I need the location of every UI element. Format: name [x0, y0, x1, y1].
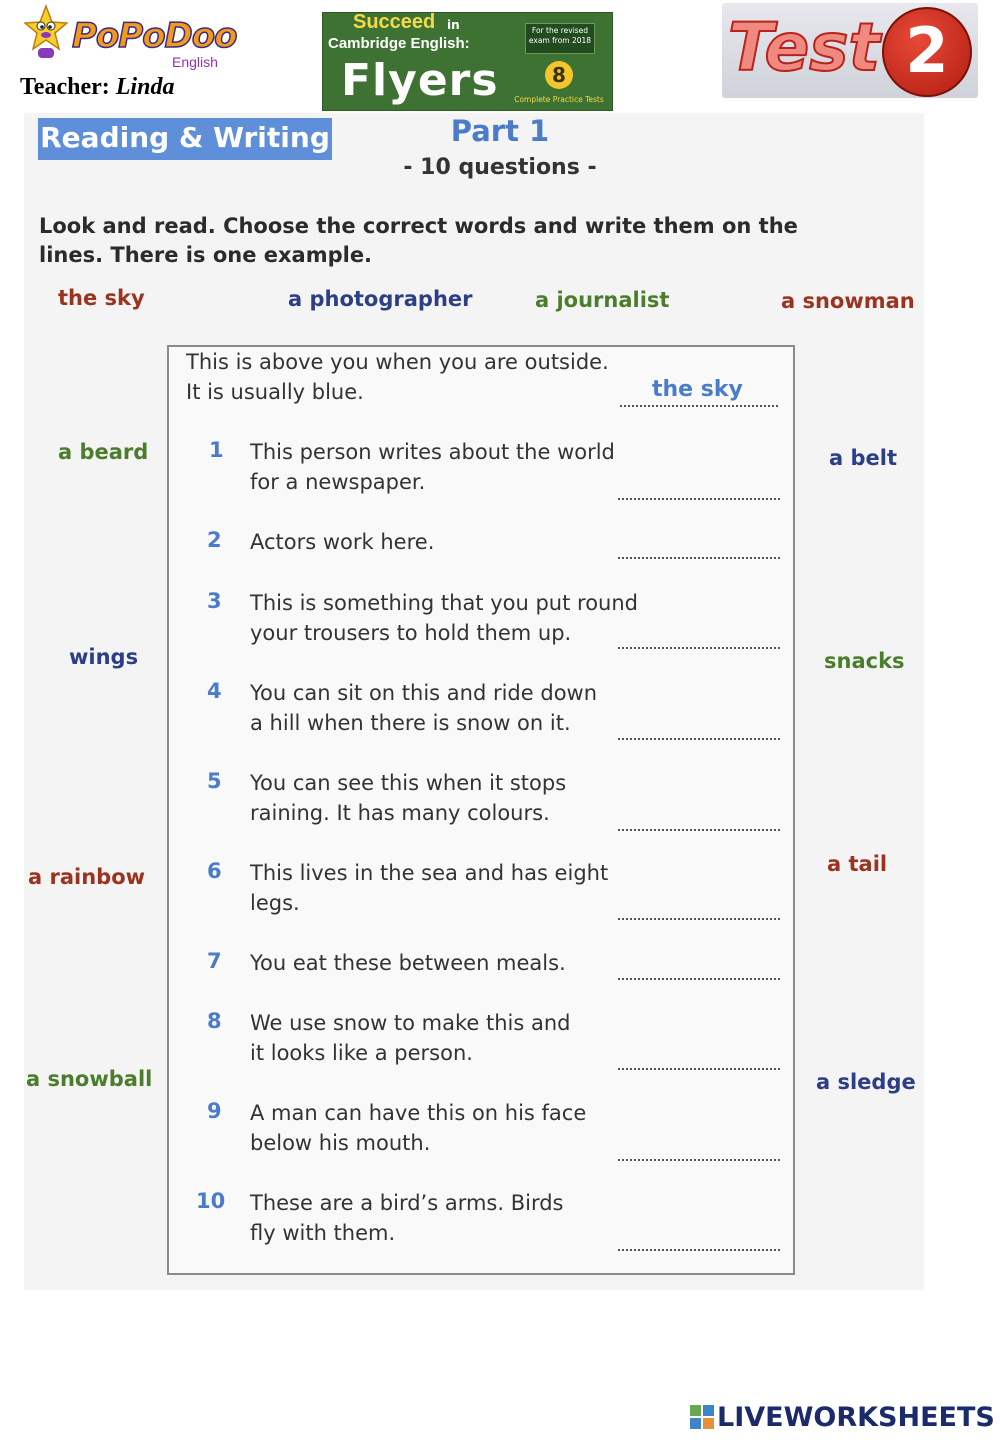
- instructions: Look and read. Choose the correct words and write them on the lines. There is one example.: [39, 214, 798, 267]
- word-the-sky: the sky: [58, 286, 145, 310]
- liveworksheets-logo-icon: [690, 1405, 714, 1429]
- answer-input-3[interactable]: [618, 629, 780, 649]
- book-cover: [322, 12, 613, 111]
- answer-input-5[interactable]: [618, 811, 780, 831]
- liveworksheets-footer: [690, 1402, 995, 1433]
- cover-in: in: [447, 18, 460, 32]
- question-text: raining. It has many colours.: [250, 801, 550, 825]
- part-title: Part 1: [450, 114, 550, 148]
- word-a-beard: a beard: [58, 440, 149, 464]
- word-a-snowball: a snowball: [26, 1067, 153, 1091]
- answer-input-2[interactable]: [618, 539, 780, 559]
- logo-subtitle: English: [172, 54, 218, 70]
- question-text: You eat these between meals.: [250, 951, 566, 975]
- answer-input-4[interactable]: [618, 720, 780, 740]
- question-number: 9: [207, 1099, 222, 1123]
- answer-input-10[interactable]: [618, 1231, 780, 1251]
- question-number: 10: [196, 1189, 226, 1213]
- question-text: Actors work here.: [250, 530, 435, 554]
- word-a-sledge: a sledge: [816, 1070, 916, 1094]
- cover-succeed: Succeed: [353, 11, 436, 33]
- question-text: your trousers to hold them up.: [250, 621, 572, 645]
- answer-input-9[interactable]: [618, 1141, 780, 1161]
- cover-practice-tests: Complete Practice Tests: [514, 95, 604, 104]
- teacher-line: [20, 74, 174, 101]
- question-text: These are a bird’s arms. Birds: [250, 1191, 564, 1215]
- word-a-photographer: a photographer: [288, 287, 473, 311]
- cover-flyers: Flyers: [341, 55, 499, 106]
- question-text: for a newspaper.: [250, 470, 426, 494]
- question-text: You can sit on this and ride down: [250, 681, 598, 705]
- test-label: Test: [728, 9, 881, 86]
- test-number-badge: 2: [882, 7, 972, 97]
- question-text: We use snow to make this and: [250, 1011, 571, 1035]
- question-text: below his mouth.: [250, 1131, 431, 1155]
- question-text: A man can have this on his face: [250, 1101, 587, 1125]
- question-number: 6: [207, 859, 222, 883]
- example-answer: the sky: [652, 377, 743, 402]
- answer-input-7[interactable]: [618, 960, 780, 980]
- question-text: This lives in the sea and has eight: [250, 861, 609, 885]
- star-mascot-icon: [24, 4, 68, 60]
- word-wings: wings: [69, 645, 139, 669]
- logo-wordmark: PoPoDoo: [72, 16, 237, 56]
- example-line-2: It is usually blue.: [186, 380, 364, 404]
- question-number: 5: [207, 769, 222, 793]
- answer-input-6[interactable]: [618, 900, 780, 920]
- question-text: This person writes about the world: [250, 440, 615, 464]
- word-a-rainbow: a rainbow: [28, 865, 146, 889]
- teacher-label: Teacher:: [20, 74, 110, 100]
- example-answer-line: [620, 405, 778, 407]
- popodoo-logo: [20, 2, 237, 74]
- question-number: 4: [207, 679, 222, 703]
- question-text: This is something that you put round: [250, 591, 638, 615]
- answer-input-8[interactable]: [618, 1050, 780, 1070]
- question-number: 1: [209, 438, 224, 462]
- footer-brand: LIVEWORKSHEETS: [717, 1402, 995, 1433]
- question-number: 8: [207, 1009, 222, 1033]
- question-number: 3: [207, 589, 222, 613]
- question-text: fly with them.: [250, 1221, 396, 1245]
- answer-input-1[interactable]: [618, 480, 780, 500]
- question-number: 2: [207, 528, 222, 552]
- cover-cambridge: Cambridge English:: [328, 35, 470, 52]
- question-text: it looks like a person.: [250, 1041, 473, 1065]
- section-badge: Reading & Writing: [38, 118, 332, 160]
- cover-revised-badge: For the revised exam from 2018: [525, 23, 595, 54]
- question-text: a hill when there is snow on it.: [250, 711, 571, 735]
- word-a-journalist: a journalist: [535, 288, 670, 312]
- question-text: legs.: [250, 891, 300, 915]
- word-a-tail: a tail: [827, 852, 888, 876]
- cover-number-badge: 8: [545, 61, 573, 89]
- word-snacks: snacks: [824, 649, 905, 673]
- question-count: - 10 questions -: [403, 155, 597, 180]
- test-banner: [722, 3, 978, 98]
- word-a-belt: a belt: [829, 446, 897, 470]
- example-line-1: This is above you when you are outside.: [186, 350, 609, 374]
- question-text: You can see this when it stops: [250, 771, 567, 795]
- teacher-name: Linda: [115, 74, 175, 100]
- question-number: 7: [207, 949, 222, 973]
- word-a-snowman: a snowman: [781, 289, 915, 313]
